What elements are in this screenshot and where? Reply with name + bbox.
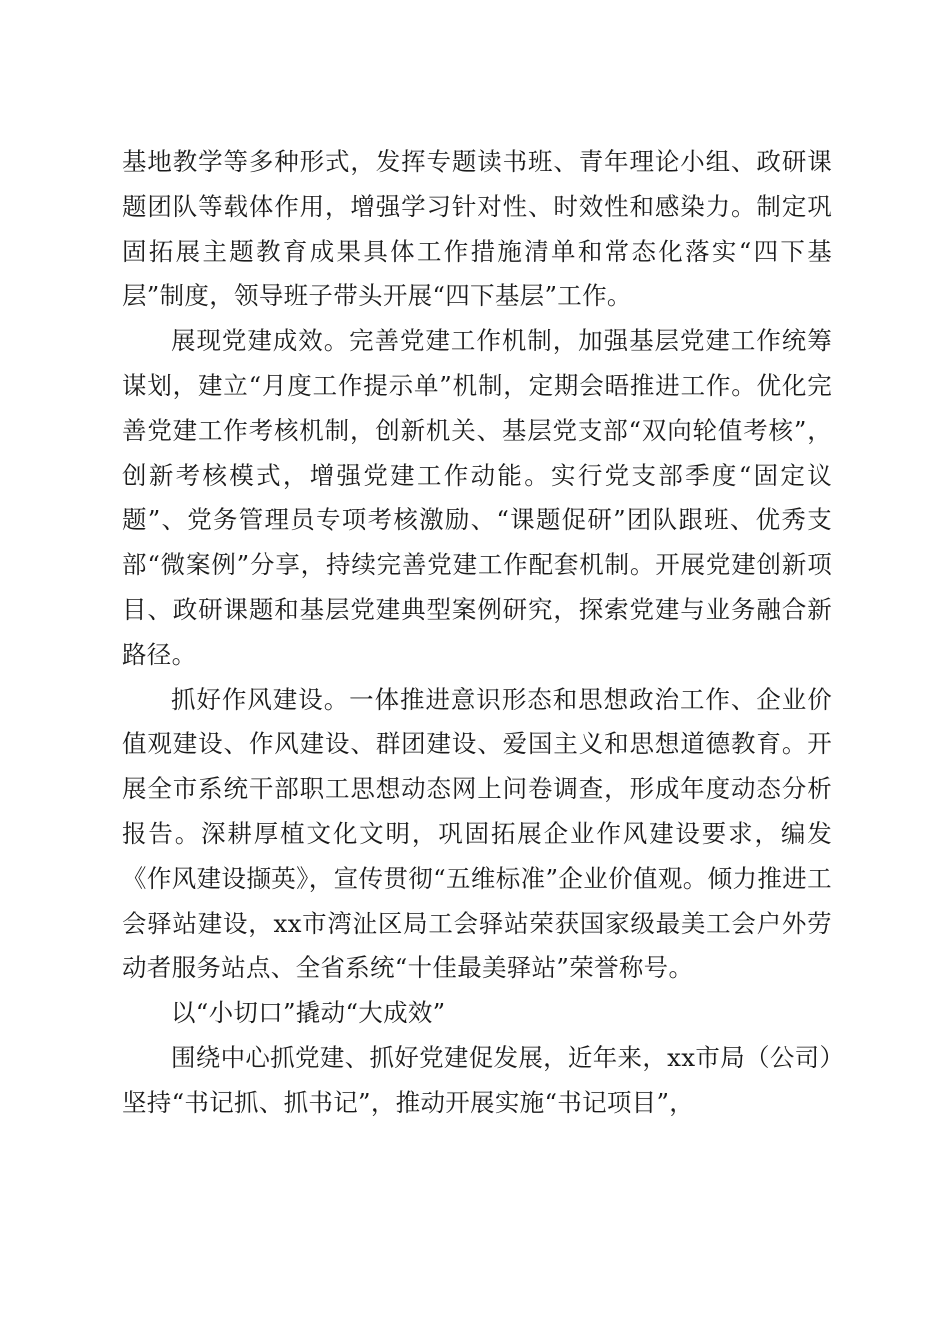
section-heading: 以“小切口”撬动“大成效”: [171, 998, 446, 1028]
paragraph-study-forms: 基地教学等多种形式，发挥专题读书班、青年理论小组、政研课题团队等载体作用，增强学习针对性、时效性和感染力。制定巩固拓展主题教育成果具体工作措施清单和常态化落实“四下基层”制度，领导班子带头开展“四下基层”工作。: [122, 147, 832, 311]
paragraph-secretary-projects: 围绕中心抓党建、抓好党建促发展，近年来，xx市局（公司）坚持“书记抓、抓书记”，推动开展实施“书记项目”，: [122, 1042, 832, 1117]
document-body: [122, 140, 832, 1126]
paragraph-party-building-results: 展现党建成效。完善党建工作机制，加强基层党建工作统筹谋划，建立“月度工作提示单”机制，定期会晤推进工作。优化完善党建工作考核机制，创新机关、基层党支部“双向轮值考核”，创新考核模式，增强党建工作动能。实行党支部季度“固定议题”、党务管理员专项考核激励、“课题促研”团队跟班、优秀支部“微案例”分享，持续完善党建工作配套机制。开展党建创新项目、政研课题和基层党建典型案例研究，探索党建与业务融合新路径。: [122, 326, 832, 669]
paragraph-work-style: 抓好作风建设。一体推进意识形态和思想政治工作、企业价值观建设、作风建设、群团建设、爱国主义和思想道德教育。开展全市系统干部职工思想动态网上问卷调查，形成年度动态分析报告。深耕厚植文化文明，巩固拓展企业作风建设要求，编发《作风建设撷英》，宣传贯彻“五维标准”企业价值观。倾力推进工会驿站建设，xx市湾沚区局工会驿站荣获国家级最美工会户外劳动者服务站点、全省系统“十佳最美驿站”荣誉称号。: [122, 684, 832, 983]
